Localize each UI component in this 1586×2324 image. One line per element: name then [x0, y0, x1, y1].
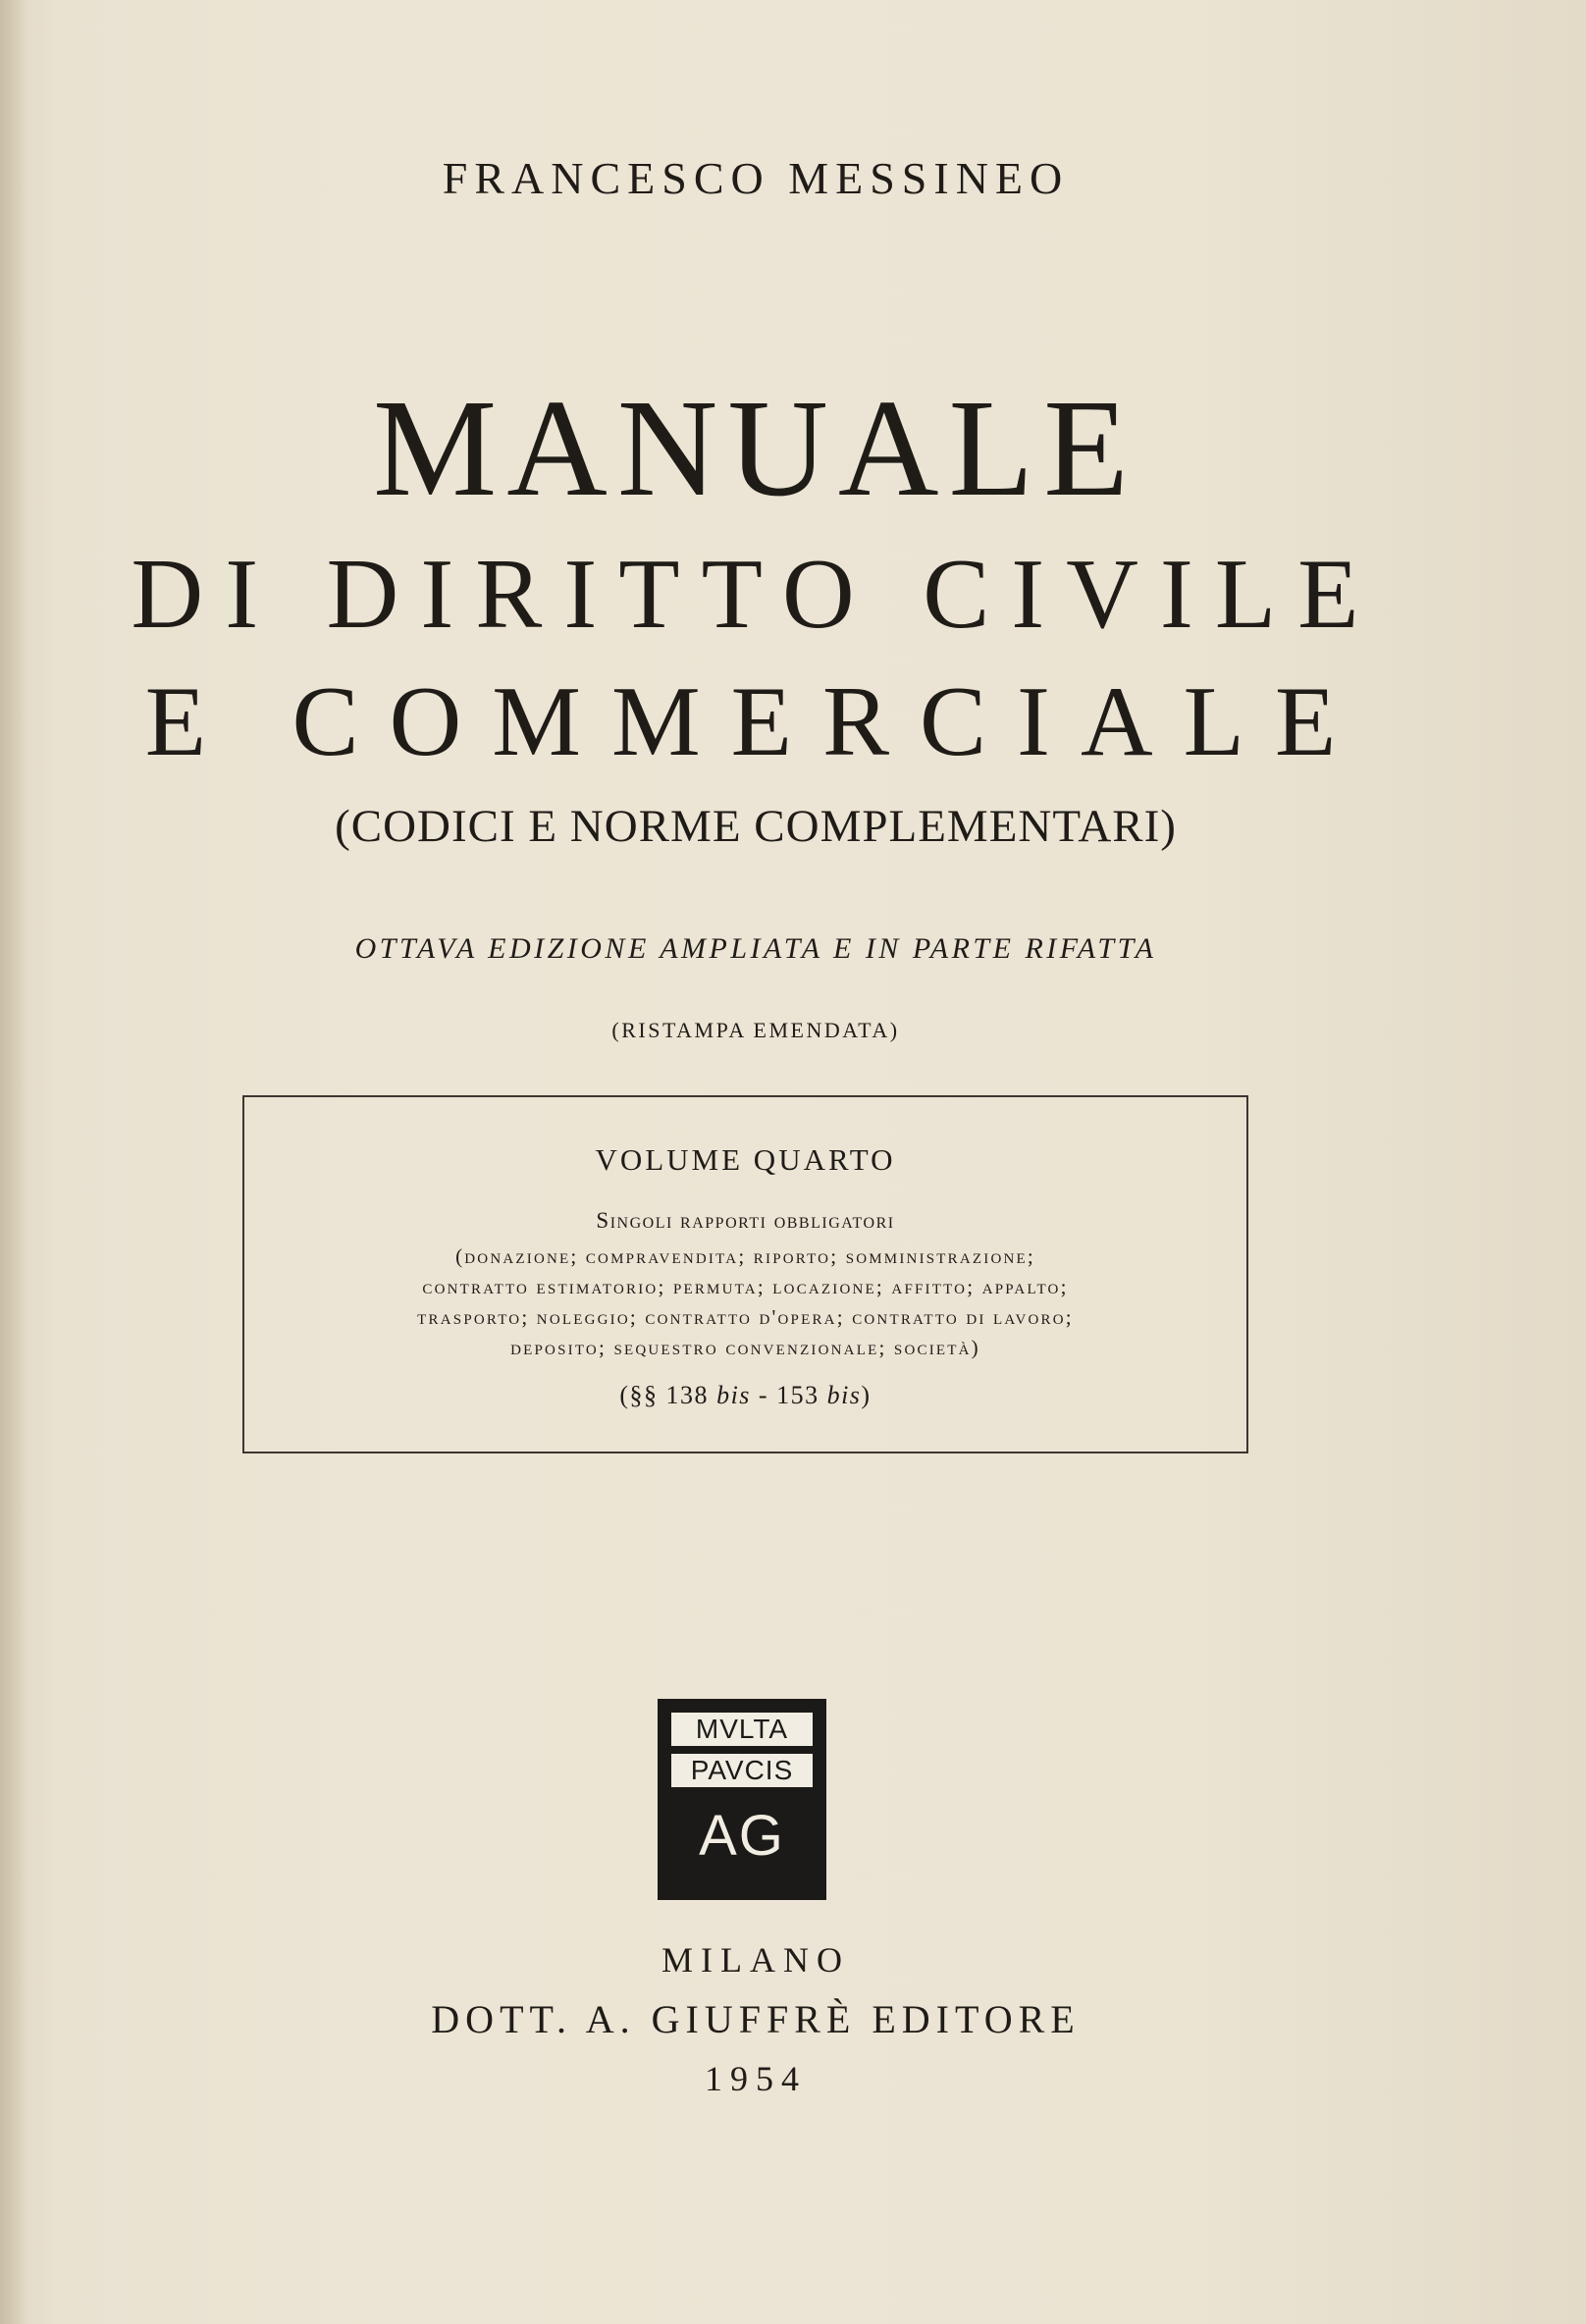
- imprint-publisher: DOTT. A. GIUFFRÈ EDITORE: [431, 1997, 1081, 2041]
- book-title: MANUALE: [373, 370, 1138, 525]
- author-name: FRANCESCO MESSINEO: [442, 153, 1070, 203]
- book-subtitle: (CODICI E NORME COMPLEMENTARI): [335, 801, 1177, 852]
- volume-detail-line: trasporto; noleggio; contratto d'opera; contratto di lavoro;: [417, 1305, 1074, 1329]
- volume-subject: Singoli rapporti obbligatori: [596, 1208, 895, 1233]
- edition-statement: OTTAVA EDIZIONE AMPLIATA E IN PARTE RIFATTA: [354, 932, 1157, 965]
- volume-info-box: [242, 1095, 1248, 1453]
- volume-detail-line: contratto estimatorio; permuta; locazione; affitto; appalto;: [422, 1275, 1069, 1298]
- volume-title: VOLUME QUARTO: [595, 1142, 896, 1177]
- sections-mid: - 153: [750, 1381, 827, 1409]
- reprint-note: (RISTAMPA EMENDATA): [611, 1018, 900, 1042]
- sections-close: ): [861, 1381, 872, 1409]
- volume-detail-line: (donazione; compravendita; riporto; somministrazione;: [455, 1244, 1035, 1268]
- logo-text-line: MVLTA: [671, 1713, 813, 1746]
- publisher-logo: [658, 1699, 826, 1900]
- publisher-logo-inner: [671, 1713, 813, 1886]
- logo-text-line: PAVCIS: [671, 1754, 813, 1787]
- logo-monogram: AG: [699, 1804, 785, 1868]
- sections-bis: bis: [716, 1381, 751, 1409]
- book-title-line-3: E COMMERCIALE: [144, 666, 1367, 777]
- volume-detail-line: deposito; sequestro convenzionale; società): [510, 1336, 980, 1359]
- sections-bis: bis: [826, 1381, 862, 1409]
- volume-sections: [244, 1381, 1246, 1410]
- imprint-year: 1954: [705, 2059, 807, 2098]
- book-title-line-2: DI DIRITTO CIVILE: [131, 539, 1381, 650]
- imprint-city: MILANO: [661, 1940, 850, 1980]
- sections-open: (§§ 138: [619, 1381, 717, 1409]
